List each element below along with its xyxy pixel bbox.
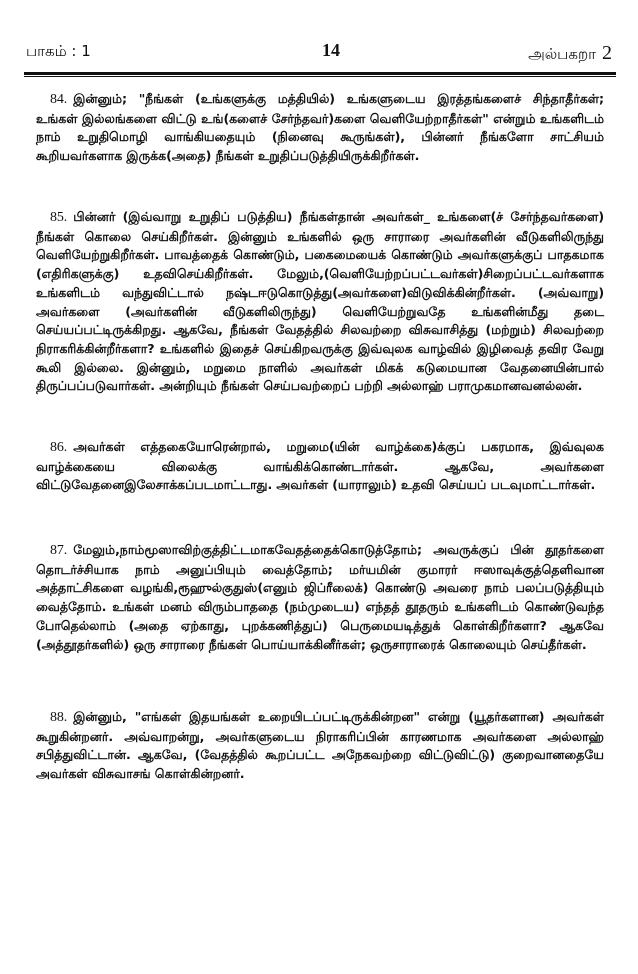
part-label: பாகம் : 1 — [26, 42, 91, 60]
verse-text: இன்னும்; "நீங்கள் (உங்களுக்கு மத்தியில்) உங்களுடைய இரத்தங்களைச் சிந்தாதீர்கள்; உங்கள் இல்லங்களை விட்டு உங்(களைச் சேர்ந்தவர்)களை வெளியேற்றாதீர்கள்" என்றும் உங்களிடம் நாம் உறுதிமொழி வாங்கியதையும் (நினைவு கூருங்கள்), பின்னர் நீங்களோ சாட்சியம் கூறியவர்களாக இருக்க(அதை) நீங்கள் உறுதிப்படுத்தியிருக்கிறீர்கள். — [36, 91, 604, 164]
verse-number: 84. — [50, 92, 68, 107]
verse-number: 85. — [50, 210, 68, 225]
verse-text: இன்னும், "எங்கள் இதயங்கள் உறையிடப்பட்டிருக்கின்றன" என்று (யூதர்களான) அவர்கள் கூறுகின்றனர். அவ்வாறன்று, அவர்களுடைய நிராகரிப்பின் காரணமாக அவர்களை அல்லாஹ் சபித்துவிட்டான். ஆகவே, (வேதத்தில் கூறப்பட்ட அநேகவற்றை விட்டுவிட்டு) குறைவானதையே அவர்கள் விசுவாசங் கொள்கின்றனர். — [36, 709, 604, 782]
page-header — [22, 40, 616, 66]
chapter-number: 2 — [602, 42, 612, 64]
header-rule — [24, 72, 616, 77]
verse-87 — [36, 541, 604, 654]
page-number: 14 — [322, 40, 340, 60]
verse-text: அவர்கள் எத்தகையோரென்றால், மறுமை(யின் வாழ்க்கை)க்குப் பகரமாக, இவ்வுலக வாழ்க்கையை விலைக்கு வாங்கிக்கொண்டார்கள். ஆகவே, அவர்களை விட்டுவேதனைஇலேசாக்கப்படமாட்டாது. அவர்கள் (யாராலும்) உதவி செய்யப் படவுமாட்டார்கள். — [36, 439, 604, 493]
verse-number: 87. — [50, 543, 68, 558]
verse-86 — [36, 438, 604, 495]
verse-text: மேலும்,நாம்மூஸாவிற்குத்திட்டமாகவேதத்தைக்கொடுத்தோம்; அவருக்குப் பின் தூதர்களை தொடர்ச்சியாக நாம் அனுப்பியும் வைத்தோம்; மர்யமின் குமாரர் ஈஸாவுக்குத்தெளிவான அத்தாட்சிகளை வழங்கி,ரூஹுல்குதுஸ்(எனும் ஜிப்ரீலைக்) கொண்டு அவரை நாம் பலப்படுத்தியும் வைத்தோம். உங்கள் மனம் விரும்பாததை (நம்முடைய) எந்தத் தூதரும் உங்களிடம் கொண்டுவந்த போதெல்லாம் (அதை ஏற்காது, புறக்கணித்துப்) பெருமையடித்துக் கொள்கிறீர்களா? ஆகவே (அத்தூதர்களில்) ஒரு சாராரை நீங்கள் பொய்யாக்கினீர்கள்; ஒருசாராரைக் கொலையும் செய்தீர்கள். — [36, 542, 604, 652]
verse-number: 88. — [50, 710, 68, 725]
chapter-label — [528, 42, 612, 65]
verse-85 — [36, 208, 604, 396]
verse-text: பின்னர் (இவ்வாறு உறுதிப் படுத்திய) நீங்கள்தான் அவர்கள்_ உங்களை(ச் சேர்ந்தவர்களை) நீங்கள் கொலை செய்கிறீர்கள். இன்னும் உங்களில் ஒரு சாராரை அவர்களின் வீடுகளிலிருந்து வெளியேற்றுகிறீர்கள். பாவத்தைக் கொண்டும், பகைமையைக் கொண்டும் அவர்களுக்குப் பாதகமாக (எதிரிகளுக்கு) உதவிசெய்கிறீர்கள். மேலும்,(வெளியேற்றப்பட்டவர்கள்)சிறைப்பட்டவர்களாக உங்களிடம் வந்துவிட்டால் நஷ்டஈடுகொடுத்து(அவர்களை)விடுவிக்கின்றீர்கள். (அவ்வாறு) அவர்களை (அவர்களின் வீடுகளிலிருந்து) வெளியேற்றுவதே உங்களின்மீது தடை செய்யப்பட்டிருக்கிறது. ஆகவே, நீங்கள் வேதத்தில் சிலவற்றை விசுவாசித்து (மற்றும்) சிலவற்றை நிராகரிக்கின்றீர்களா? உங்களில் இதைச் செய்கிறவருக்கு இவ்வுலக வாழ்வில் இழிவைத் தவிர வேறு கூலி இல்லை. இன்னும், மறுமை நாளில் அவர்கள் மிகக் கடுமையான வேதனையின்பால் திருப்பப்படுவார்கள். அன்றியும் நீங்கள் செய்பவற்றைப் பற்றி அல்லாஹ் பராமுகமானவனல்லன். — [36, 209, 604, 394]
chapter-name: அல்பகறா — [528, 45, 596, 63]
verse-number: 86. — [50, 440, 68, 455]
verse-84 — [36, 90, 604, 166]
verse-88 — [36, 708, 604, 784]
